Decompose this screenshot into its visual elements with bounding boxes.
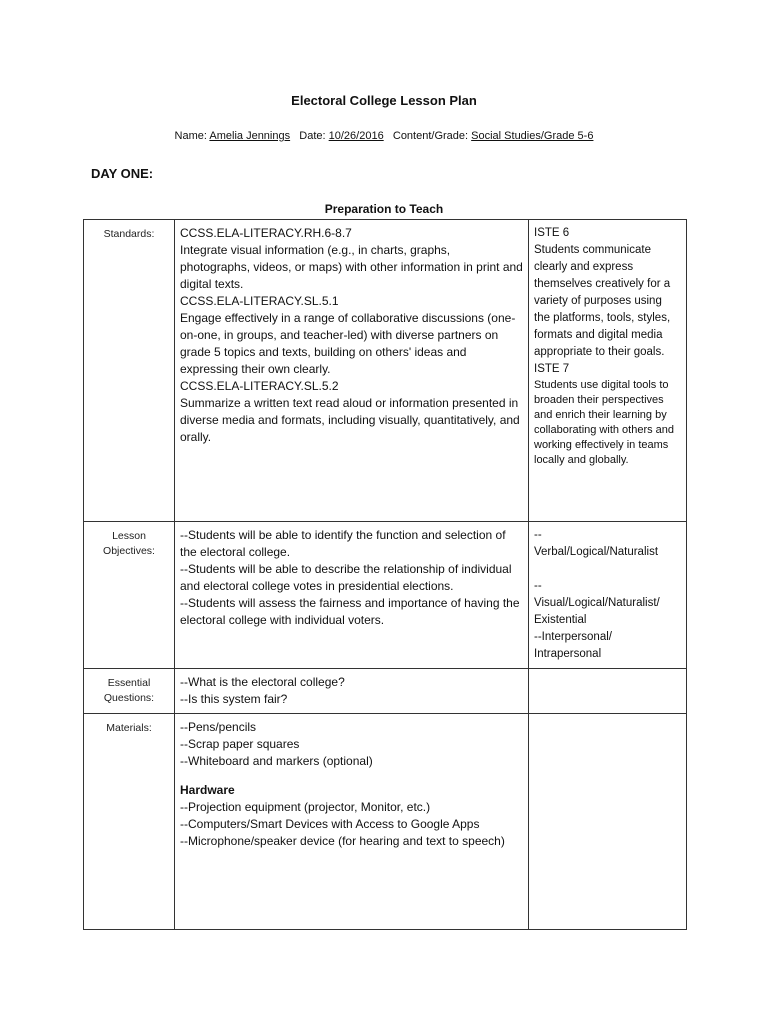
iste-text-1: Students communicate clearly and express themselves creatively for a variety of purposes using the platforms, tools, styles, formats and digital media appropriate to their goals. xyxy=(534,244,671,358)
table-row-standards xyxy=(84,220,687,522)
ccss-code-3: CCSS.ELA-LITERACY.SL.5.2 xyxy=(180,379,339,393)
standards-iste-cell xyxy=(529,220,687,522)
material-item-1: --Pens/pencils xyxy=(180,720,257,734)
materials-cell xyxy=(175,714,529,930)
objective-item-1: --Students will be able to identify the function and selection of the electoral college. xyxy=(180,528,506,559)
document-title: Electoral College Lesson Plan xyxy=(291,93,477,108)
date-label: Date: xyxy=(299,130,326,142)
ccss-code-2: CCSS.ELA-LITERACY.SL.5.1 xyxy=(180,294,339,308)
material-item-2: --Scrap paper squares xyxy=(180,737,300,751)
intelligences-cell xyxy=(529,522,687,669)
standards-label: Standards: xyxy=(84,220,175,522)
table-row-questions xyxy=(84,669,687,714)
lesson-plan-table xyxy=(83,219,687,930)
content-value: Social Studies/Grade 5-6 xyxy=(471,130,594,142)
questions-label-line2: Questions: xyxy=(103,692,155,704)
date-value: 10/26/2016 xyxy=(328,130,384,142)
day-heading: DAY ONE: xyxy=(91,166,154,181)
section-heading: Preparation to Teach xyxy=(324,202,444,216)
iste-code-1: ISTE 6 xyxy=(534,227,570,239)
iste-text-2: Students use digital tools to broaden their perspectives and enrich their learning by collaborating with others and working effectively in teams locally and globally. xyxy=(534,379,675,466)
objectives-label-line1: Lesson xyxy=(112,530,146,542)
document-meta xyxy=(0,130,768,142)
materials-label: Materials: xyxy=(84,714,175,930)
objectives-label-line2: Objectives: xyxy=(103,545,155,557)
ccss-text-3: Summarize a written text read aloud or information presented in diverse media and formats, including visually, quantitatively, and orally. xyxy=(180,396,520,444)
intelligence-spacer xyxy=(534,561,681,578)
ccss-text-1: Integrate visual information (e.g., in charts, graphs, photographs, videos, or maps) with other information in print and digital texts. xyxy=(180,243,523,291)
intelligence-dash-1: -- xyxy=(534,529,542,541)
objective-item-3: --Students will assess the fairness and importance of having the electoral college with individual voters. xyxy=(180,596,520,627)
intelligence-item-3: --Interpersonal/ Intrapersonal xyxy=(534,631,612,660)
intelligence-item-2: Visual/Logical/Naturalist/ Existential xyxy=(534,597,660,626)
questions-empty-cell xyxy=(529,669,687,714)
objectives-cell xyxy=(175,522,529,669)
content-label: Content/Grade: xyxy=(392,130,469,142)
objectives-label xyxy=(84,522,175,669)
hardware-item-2: --Computers/Smart Devices with Access to Google Apps xyxy=(180,817,480,831)
questions-label-line1: Essential xyxy=(107,677,151,689)
questions-cell xyxy=(175,669,529,714)
ccss-code-1: CCSS.ELA-LITERACY.RH.6-8.7 xyxy=(180,226,352,240)
name-label: Name: xyxy=(174,130,207,142)
material-item-3: --Whiteboard and markers (optional) xyxy=(180,754,373,768)
hardware-item-3: --Microphone/speaker device (for hearing and text to speech) xyxy=(180,834,505,848)
materials-empty-cell xyxy=(529,714,687,930)
hardware-item-1: --Projection equipment (projector, Monitor, etc.) xyxy=(180,800,431,814)
standards-ccss-cell xyxy=(175,220,529,522)
objective-item-2: --Students will be able to describe the relationship of individual and electoral college votes in presidential elections. xyxy=(180,562,512,593)
name-value: Amelia Jennings xyxy=(209,130,291,142)
table-row-objectives xyxy=(84,522,687,669)
table-row-materials xyxy=(84,714,687,930)
ccss-text-2: Engage effectively in a range of collaborative discussions (one-on-one, in groups, and teacher-led) with diverse partners on grade 5 topics and texts, building on others' ideas and expressing their own clearly. xyxy=(180,311,516,376)
hardware-heading: Hardware xyxy=(180,783,235,797)
question-item-2: --Is this system fair? xyxy=(180,692,288,706)
question-item-1: --What is the electoral college? xyxy=(180,675,345,689)
intelligence-item-1: Verbal/Logical/Naturalist xyxy=(534,546,659,558)
intelligence-dash-2: -- xyxy=(534,580,542,592)
questions-label xyxy=(84,669,175,714)
iste-code-2: ISTE 7 xyxy=(534,363,570,375)
